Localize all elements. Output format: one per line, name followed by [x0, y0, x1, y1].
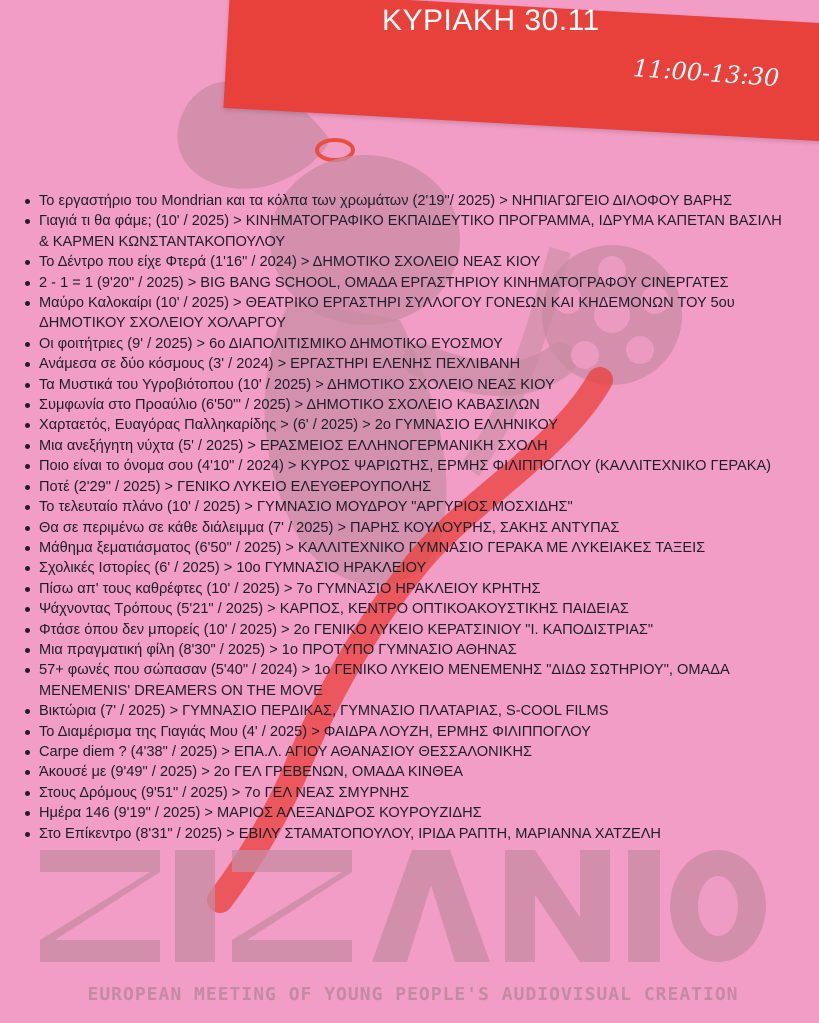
- list-item: Γιαγιά τι θα φάμε; (10' / 2025) > ΚΙΝΗΜΑΤΟΓΡΑΦΙΚΟ ΕΚΠΑΙΔΕΥΤΙΚΟ ΠΡΟΓΡΑΜΜΑ, ΙΔΡΥΜΑ ΚΑΠΕΤΑΝ ΒΑΣΙΛΗ & ΚΑΡΜΕΝ ΚΩΝΣΤΑΝΤΑΚΟΠΟΥΛΟΥ: [22, 211, 792, 252]
- list-item: Συμφωνία στο Προαύλιο (6'50"' / 2025) > ΔΗΜΟΤΙΚΟ ΣΧΟΛΕΙΟ ΚΑΒΑΣΙΛΩΝ: [22, 395, 792, 415]
- list-item: 2 - 1 = 1 (9'20" / 2025) > BIG BANG SCHOOL, ΟΜΑΔΑ ΕΡΓΑΣΤΗΡΙΟΥ ΚΙΝΗΜΑΤΟΓΡΑΦΟΥ CINEΡΓΑΤΕΣ: [22, 273, 792, 293]
- banner-time: 11:00-13:30: [632, 54, 781, 93]
- festival-logo-shape: [40, 850, 766, 962]
- list-item: Carpe diem ? (4'38" / 2025) > ΕΠΑ.Λ. ΑΓΙΟΥ ΑΘΑΝΑΣΙΟΥ ΘΕΣΣΑΛΟΝΙΚΗΣ: [22, 742, 792, 762]
- list-item: Ημέρα 146 (9'19" / 2025) > ΜΑΡΙΟΣ ΑΛΕΞΑΝΔΡΟΣ ΚΟΥΡΟΥΖΙΔΗΣ: [22, 803, 792, 823]
- list-item: Μια πραγματική φίλη (8'30" / 2025) > 1ο ΠΡΟΤΥΠΟ ΓΥΜΝΑΣΙΟ ΑΘΗΝΑΣ: [22, 640, 792, 660]
- festival-tagline: EUROPEAN MEETING OF YOUNG PEOPLE'S AUDIOVISUAL CREATION: [87, 984, 739, 1005]
- list-item: Ψάχνοντας Τρόπους (5'21" / 2025) > ΚΑΡΠΟΣ, ΚΕΝΤΡΟ ΟΠΤΙΚΟΑΚΟΥΣΤΙΚΗΣ ΠΑΙΔΕΙΑΣ: [22, 599, 792, 619]
- list-item: Μια ανεξήγητη νύχτα (5' / 2025) > ΕΡΑΣΜΕΙΟΣ ΕΛΛΗΝΟΓΕΡΜΑΝΙΚΗ ΣΧΟΛΗ: [22, 436, 792, 456]
- list-item: Μάθημα ξεματιάσματος (6'50" / 2025) > ΚΑΛΛΙΤΕΧΝΙΚΟ ΓΥΜΝΑΣΙΟ ΓΕΡΑΚΑ ΜΕ ΛΥΚΕΙΑΚΕΣ ΤΑΞΕΙΣ: [22, 538, 792, 558]
- list-item: Στους Δρόμους (9'51" / 2025) > 7ο ΓΕΛ ΝΕΑΣ ΣΜΥΡΝΗΣ: [22, 783, 792, 803]
- list-item: Ποιο είναι το όνομα σου (4'10" / 2024) > ΚΥΡΟΣ ΨΑΡΙΩΤΗΣ, ΕΡΜΗΣ ΦΙΛΙΠΠΟΓΛΟΥ (ΚΑΛΛΙΤΕΧΝΙΚΟ ΓΕΡΑΚΑ): [22, 456, 792, 476]
- list-item: Το Δέντρο που είχε Φτερά (1'16" / 2024) > ΔΗΜΟΤΙΚΟ ΣΧΟΛΕΙΟ ΝΕΑΣ ΚΙΟΥ: [22, 252, 792, 272]
- screening-list: [22, 191, 792, 844]
- list-item: Το τελευταίο πλάνο (10' / 2025) > ΓΥΜΝΑΣΙΟ ΜΟΥΔΡΟΥ "ΑΡΓΥΡΙΟΣ ΜΟΣΧΙΔΗΣ": [22, 497, 792, 517]
- list-item: Πίσω απ' τους καθρέφτες (10' / 2025) > 7ο ΓΥΜΝΑΣΙΟ ΗΡΑΚΛΕΙΟΥ ΚΡΗΤΗΣ: [22, 579, 792, 599]
- list-item: Στο Επίκεντρο (8'31" / 2025) > ΕΒΙΛΥ ΣΤΑΜΑΤΟΠΟΥΛΟΥ, ΙΡΙΔΑ ΡΑΠΤΗ, ΜΑΡΙΑΝΝΑ ΧΑΤΖΕΛΗ: [22, 824, 792, 844]
- list-item: 57+ φωνές που σώπασαν (5'40" / 2024) > 1ο ΓΕΝΙΚΟ ΛΥΚΕΙΟ ΜΕΝΕΜΕΝΗΣ "ΔΙΔΩ ΣΩΤΗΡΙΟΥ", ΟΜΑΔΑ MENEMENIS' DREAMERS ON THE MOVE: [22, 660, 792, 701]
- list-item: Το Διαμέρισμα της Γιαγιάς Μου (4' / 2025) > ΦΑΙΔΡΑ ΛΟΥΖΗ, ΕΡΜΗΣ ΦΙΛΙΠΠΟΓΛΟΥ: [22, 722, 792, 742]
- list-item: Βικτώρια (7' / 2025) > ΓΥΜΝΑΣΙΟ ΠΕΡΔΙΚΑΣ, ΓΥΜΝΑΣΙΟ ΠΛΑΤΑΡΙΑΣ, S-COOL FILMS: [22, 701, 792, 721]
- list-item: Σχολικές Ιστορίες (6' / 2025) > 10ο ΓΥΜΝΑΣΙΟ ΗΡΑΚΛΕΙΟΥ: [22, 558, 792, 578]
- list-item: Ποτέ (2'29" / 2025) > ΓΕΝΙΚΟ ΛΥΚΕΙΟ ΕΛΕΥΘΕΡΟΥΠΟΛΗΣ: [22, 477, 792, 497]
- list-item: Άκουσέ με (9'49" / 2025) > 2ο ΓΕΛ ΓΡΕΒΕΝΩΝ, ΟΜΑΔΑ ΚΙΝΘΕΑ: [22, 762, 792, 782]
- list-item: Ανάμεσα σε δύο κόσμους (3' / 2024) > ΕΡΓΑΣΤΗΡΙ ΕΛΕΝΗΣ ΠΕΧΛΙΒΑΝΗ: [22, 354, 792, 374]
- list-item: Μαύρο Καλοκαίρι (10' / 2025) > ΘΕΑΤΡΙΚΟ ΕΡΓΑΣΤΗΡΙ ΣΥΛΛΟΓΟΥ ΓΟΝΕΩΝ ΚΑΙ ΚΗΔΕΜΟΝΩΝ ΤΟΥ 5ου ΔΗΜΟΤΙΚΟΥ ΣΧΟΛΕΙΟΥ ΧΟΛΑΡΓΟΥ: [22, 293, 792, 334]
- list-item: Τα Μυστικά του Υγροβιότοπου (10' / 2025) > ΔΗΜΟΤΙΚΟ ΣΧΟΛΕΙΟ ΝΕΑΣ ΚΙΟΥ: [22, 375, 792, 395]
- list-item: Χαρταετός, Ευαγόρας Παλληκαρίδης > (6' / 2025) > 2ο ΓΥΜΝΑΣΙΟ ΕΛΛΗΝΙΚΟΥ: [22, 415, 792, 435]
- list-item: Θα σε περιμένω σε κάθε διάλειμμα (7' / 2025) > ΠΑΡΗΣ ΚΟΥΛΟΥΡΗΣ, ΣΑΚΗΣ ΑΝΤΥΠΑΣ: [22, 518, 792, 538]
- list-item: Οι φοιτήτριες (9' / 2025) > 6ο ΔΙΑΠΟΛΙΤΙΣΜΙΚΟ ΔΗΜΟΤΙΚΟ ΕΥΟΣΜΟΥ: [22, 334, 792, 354]
- list-item: Το εργαστήριο του Mondrian και τα κόλπα των χρωμάτων (2'19"/ 2025) > ΝΗΠΙΑΓΩΓΕΙΟ ΔΙΛΟΦΟΥ ΒΑΡΗΣ: [22, 191, 792, 211]
- banner-day: ΚΥΡΙΑΚΗ 30.11: [382, 4, 600, 37]
- list-item: Φτάσε όπου δεν μπορείς (10' / 2025) > 2ο ΓΕΝΙΚΟ ΛΥΚΕΙΟ ΚΕΡΑΤΣΙΝΙΟΥ "Ι. ΚΑΠΟΔΙΣΤΡΙΑΣ": [22, 620, 792, 640]
